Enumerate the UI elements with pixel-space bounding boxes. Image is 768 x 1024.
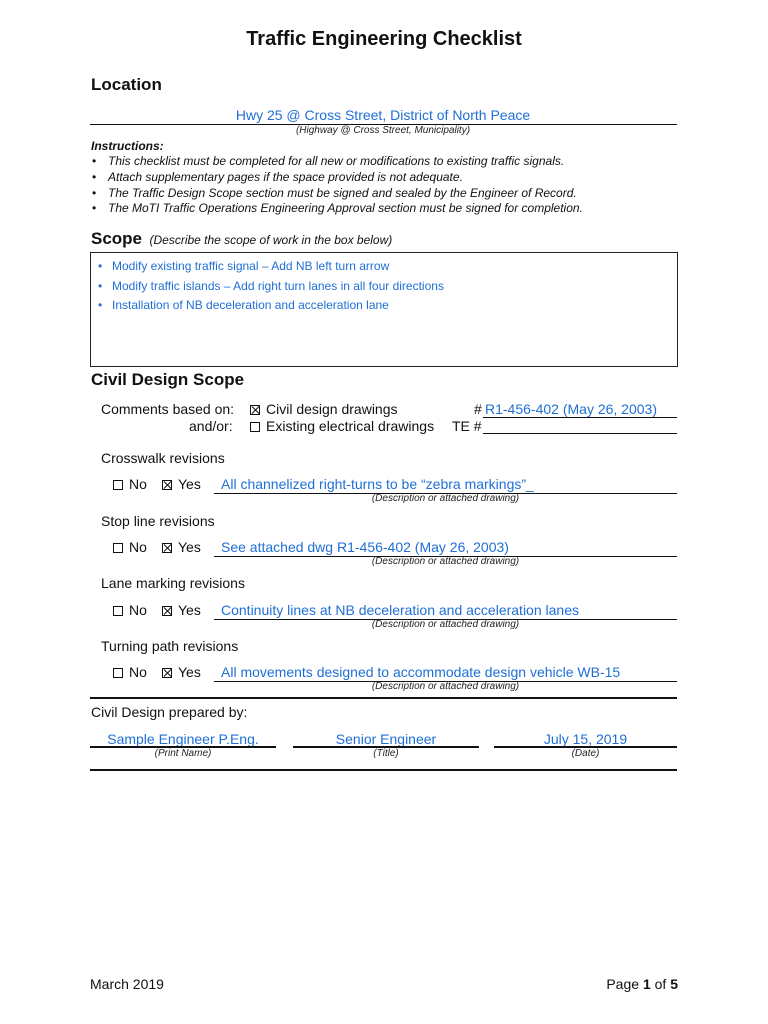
electrical-drawings-label: Existing electrical drawings — [266, 418, 435, 434]
no-option[interactable] — [113, 476, 147, 492]
lane-marking-description-field[interactable]: Continuity lines at NB deceleration and acceleration lanes — [221, 602, 579, 618]
instruction-item: • This checklist must be completed for all new or modifications to existing traffic signals. — [91, 154, 583, 170]
description-caption: (Description or attached drawing) — [371, 556, 520, 567]
page-current: 1 — [642, 976, 651, 992]
scope-list — [91, 253, 677, 316]
checkbox-unchecked[interactable] — [113, 668, 123, 678]
no-option[interactable] — [113, 539, 147, 555]
location-caption: (Highway @ Cross Street, Municipality) — [295, 125, 471, 136]
turning-path-revisions-label: Turning path revisions — [101, 638, 239, 654]
section-bottom-divider — [90, 769, 677, 771]
instruction-item: • Attach supplementary pages if the space provided is not adequate. — [91, 170, 583, 186]
andor-label: and/or: — [189, 418, 233, 434]
checkbox-unchecked[interactable] — [113, 543, 123, 553]
description-caption: (Description or attached drawing) — [371, 619, 520, 630]
drawing-ref-underline — [483, 417, 677, 418]
comments-label: Comments based on: — [101, 401, 235, 417]
turning-path-description-field[interactable]: All movements designed to accommodate design vehicle WB-15 — [221, 664, 621, 680]
page-of: of — [654, 976, 667, 992]
civil-drawings-label: Civil design drawings — [266, 401, 398, 417]
title-field[interactable]: Senior Engineer — [335, 731, 437, 747]
checkbox-checked[interactable] — [250, 405, 260, 415]
scope-hint: (Describe the scope of work in the box below) — [149, 233, 393, 247]
page-title: Traffic Engineering Checklist — [246, 28, 522, 50]
crosswalk-revisions-label: Crosswalk revisions — [101, 450, 225, 466]
checkbox-unchecked[interactable] — [250, 422, 260, 432]
location-heading: Location — [91, 75, 162, 94]
instruction-item: • The Traffic Design Scope section must be signed and sealed by the Engineer of Record. — [91, 186, 583, 202]
no-label: No — [129, 539, 147, 555]
te-label: TE # — [452, 418, 482, 434]
yes-label: Yes — [178, 476, 201, 492]
scope-box[interactable] — [90, 252, 678, 367]
no-label: No — [129, 664, 147, 680]
checkbox-checked[interactable] — [162, 606, 172, 616]
checkbox-unchecked[interactable] — [113, 606, 123, 616]
lane-marking-revisions-label: Lane marking revisions — [101, 575, 245, 591]
drawing-ref-field[interactable]: R1-456-402 (May 26, 2003) — [485, 401, 657, 417]
checkbox-checked[interactable] — [162, 668, 172, 678]
section-divider — [90, 697, 677, 699]
yes-label: Yes — [178, 602, 201, 618]
scope-item: • Modify traffic islands – Add right turn lanes in all four directions — [97, 277, 677, 297]
civil-drawings-option[interactable] — [250, 401, 398, 417]
description-caption: (Description or attached drawing) — [371, 493, 520, 504]
no-option[interactable] — [113, 664, 147, 680]
hash-label: # — [474, 401, 482, 417]
no-label: No — [129, 476, 147, 492]
page-number — [606, 976, 678, 992]
location-field[interactable]: Hwy 25 @ Cross Street, District of North Peace — [235, 107, 531, 123]
checkbox-checked[interactable] — [162, 543, 172, 553]
instructions-list — [91, 154, 583, 217]
scope-item: • Installation of NB deceleration and acceleration lane — [97, 296, 677, 316]
stop-line-revisions-label: Stop line revisions — [101, 513, 215, 529]
title-caption: (Title) — [373, 748, 399, 759]
yes-label: Yes — [178, 539, 201, 555]
crosswalk-description-field[interactable]: All channelized right-turns to be “zebra markings”_ — [221, 476, 534, 492]
yes-option[interactable] — [162, 602, 201, 618]
stop-line-description-field[interactable]: See attached dwg R1-456-402 (May 26, 2003) — [221, 539, 509, 555]
electrical-drawings-option[interactable] — [250, 418, 434, 434]
print-name-field[interactable]: Sample Engineer P.Eng. — [107, 731, 259, 747]
no-option[interactable] — [113, 602, 147, 618]
date-caption: (Date) — [571, 748, 600, 759]
checkbox-unchecked[interactable] — [113, 480, 123, 490]
print-name-caption: (Print Name) — [154, 748, 212, 759]
yes-label: Yes — [178, 664, 201, 680]
date-field[interactable]: July 15, 2019 — [543, 731, 628, 747]
te-underline — [483, 433, 677, 434]
yes-option[interactable] — [162, 476, 201, 492]
yes-option[interactable] — [162, 664, 201, 680]
prepared-by-label: Civil Design prepared by: — [91, 704, 248, 720]
instructions-heading: Instructions: — [91, 139, 164, 153]
instruction-item: • The MoTI Traffic Operations Engineering Approval section must be signed for completion. — [91, 201, 583, 217]
civil-heading: Civil Design Scope — [91, 370, 245, 389]
scope-heading: Scope — [91, 229, 143, 248]
checkbox-checked[interactable] — [162, 480, 172, 490]
description-caption: (Description or attached drawing) — [371, 681, 520, 692]
page-total: 5 — [670, 976, 678, 992]
scope-item: • Modify existing traffic signal – Add NB left turn arrow — [97, 257, 677, 277]
page-prefix: Page — [606, 976, 640, 992]
no-label: No — [129, 602, 147, 618]
scope-heading-row — [91, 229, 392, 249]
yes-option[interactable] — [162, 539, 201, 555]
footer-date: March 2019 — [90, 976, 164, 992]
